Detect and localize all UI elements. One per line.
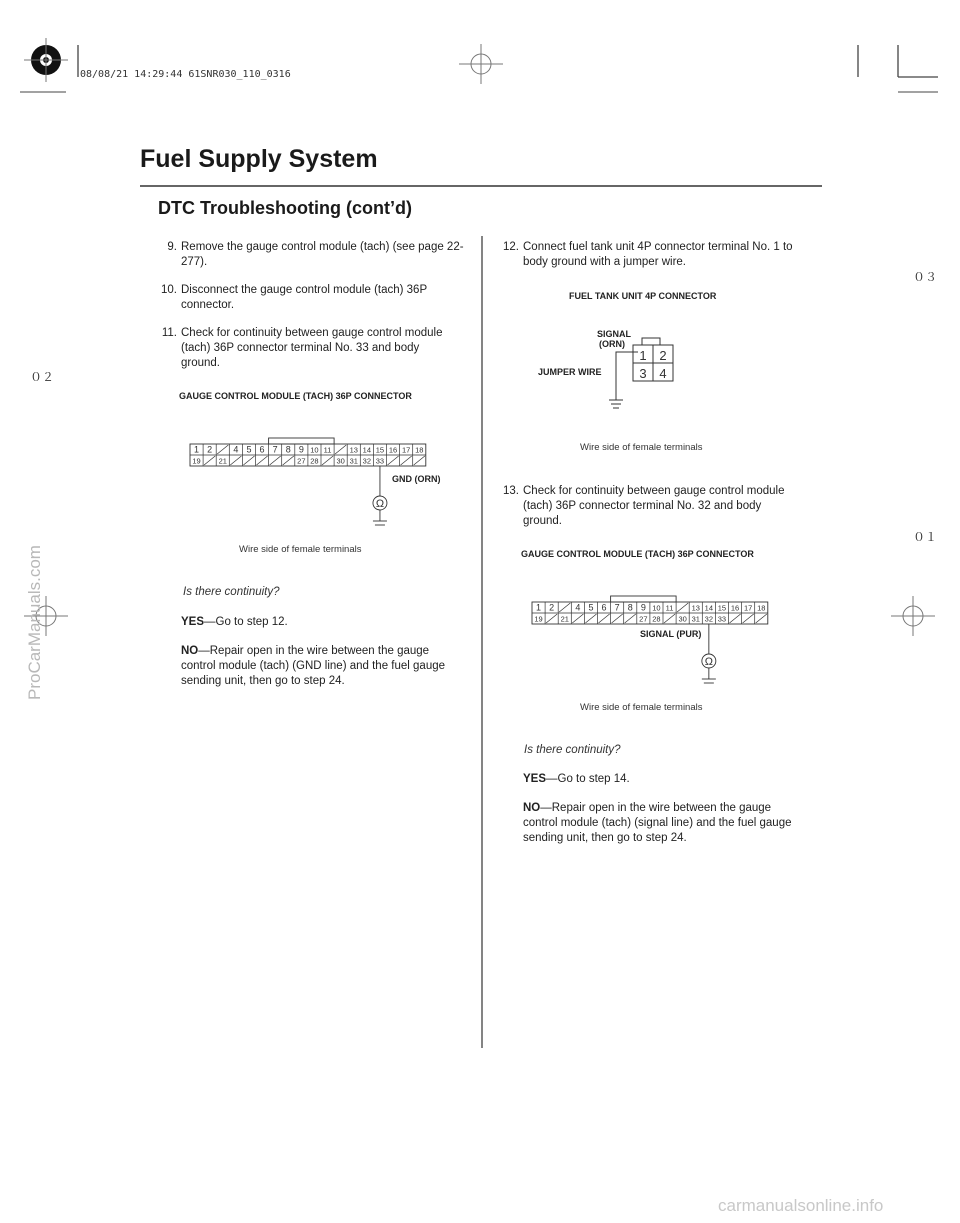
terminal-number: 4 — [233, 444, 239, 455]
unused-terminal-slash — [414, 456, 425, 465]
unused-terminal-slash — [546, 614, 557, 623]
terminal-number: 10 — [310, 445, 319, 455]
terminal-number: 10 — [652, 603, 661, 613]
terminal-number: 5 — [588, 602, 594, 613]
caption-left: Wire side of female terminals — [239, 544, 362, 555]
unused-terminal-slash — [585, 614, 596, 623]
terminal-number: 33 — [717, 614, 727, 624]
connector-36p-right — [530, 594, 780, 684]
signal-label-4p-line1: SIGNAL — [597, 329, 632, 339]
step-13: 13. Check for continuity between gauge control module (tach) 36P connector terminal No. 32 and body ground. — [503, 485, 785, 527]
jumper-wire-label: JUMPER WIRE — [538, 367, 602, 377]
unused-terminal-slash — [335, 445, 346, 454]
unused-terminal-slash — [612, 614, 623, 623]
terminal-number: 30 — [336, 456, 345, 466]
terminal-number: 27 — [297, 456, 306, 466]
unused-terminal-slash — [677, 603, 688, 612]
ohm-symbol: Ω — [704, 656, 713, 668]
terminal-number: 31 — [349, 456, 358, 466]
terminal-number: 2 — [207, 444, 213, 455]
terminal-number: 28 — [652, 614, 661, 624]
terminal-number: 11 — [323, 445, 332, 455]
footer-watermark: carmanualsonline.info — [718, 1196, 884, 1215]
terminal-number: 9 — [640, 602, 646, 613]
question-right: Is there continuity? — [524, 744, 621, 756]
terminal-number: 13 — [691, 603, 700, 613]
terminal-number: 1 — [194, 444, 200, 455]
terminal-number: 32 — [362, 456, 372, 466]
unused-terminal-slash — [322, 456, 333, 465]
terminal-number: 15 — [375, 445, 385, 455]
step-9: 9. Remove the gauge control module (tach) (see page 22-277). — [167, 241, 464, 268]
terminal-number: 16 — [388, 445, 398, 455]
step-11: 11. Check for continuity between gauge control module (tach) 36P connector terminal No. 33 and body ground. — [161, 327, 443, 369]
unused-terminal-slash — [664, 614, 675, 623]
step-10: 10. Disconnect the gauge control module (tach) 36P connector. — [161, 284, 427, 311]
unused-terminal-slash — [625, 614, 636, 623]
diagram-title-4p: FUEL TANK UNIT 4P CONNECTOR — [569, 291, 717, 301]
terminal-number: 8 — [627, 602, 633, 613]
terminal-number: 6 — [259, 444, 265, 455]
unused-terminal-slash — [270, 456, 281, 465]
unused-terminal-slash — [559, 603, 570, 612]
unused-terminal-slash — [599, 614, 610, 623]
terminal-4p-4: 4 — [659, 366, 667, 381]
connector-4p — [600, 330, 690, 425]
unused-terminal-slash — [283, 456, 294, 465]
terminal-number: 14 — [362, 445, 372, 455]
terminal-number: 19 — [534, 614, 543, 624]
page-code-right-bottom: ０１ — [913, 530, 938, 544]
terminal-number: 16 — [730, 603, 740, 613]
terminal-number: 8 — [285, 444, 291, 455]
terminal-number: 2 — [549, 602, 555, 613]
page-code-right-top: ０３ — [913, 270, 938, 284]
unused-terminal-slash — [243, 456, 254, 465]
terminal-number: 31 — [691, 614, 700, 624]
terminal-4p-1: 1 — [639, 348, 647, 363]
question-left: Is there continuity? — [183, 586, 280, 598]
probe-label-signal: SIGNAL (PUR) — [640, 629, 702, 639]
connector-lock-tab — [611, 596, 677, 602]
print-stamp: 08/08/21 14:29:44 61SNR030_110_0316 — [80, 69, 291, 80]
terminal-number: 28 — [310, 456, 319, 466]
unused-terminal-slash — [230, 456, 241, 465]
terminal-number: 14 — [704, 603, 714, 613]
terminal-number: 13 — [349, 445, 358, 455]
terminal-number: 30 — [678, 614, 687, 624]
answer-yes-left: YES—Go to step 12. — [181, 616, 288, 628]
terminal-number: 1 — [536, 602, 542, 613]
terminal-number: 7 — [272, 444, 278, 455]
ohm-symbol: Ω — [375, 498, 385, 510]
page-code-left: ０２ — [30, 370, 55, 384]
terminal-number: 17 — [401, 445, 411, 455]
terminal-number: 19 — [192, 456, 201, 466]
section-title: Fuel Supply System — [140, 145, 378, 173]
terminal-number: 18 — [415, 445, 424, 455]
terminal-number: 33 — [375, 456, 385, 466]
unused-terminal-slash — [743, 614, 754, 623]
diagram-title-left: GAUGE CONTROL MODULE (TACH) 36P CONNECTOR — [179, 391, 412, 401]
unused-terminal-slash — [257, 456, 268, 465]
terminal-number: 18 — [757, 603, 766, 613]
sub-title: DTC Troubleshooting (cont’d) — [158, 198, 412, 218]
unused-terminal-slash — [730, 614, 741, 623]
terminal-number: 32 — [704, 614, 714, 624]
unused-terminal-slash — [217, 445, 228, 454]
terminal-number: 4 — [575, 602, 581, 613]
terminal-number: 15 — [717, 603, 727, 613]
diagram-title-right: GAUGE CONTROL MODULE (TACH) 36P CONNECTOR — [521, 549, 754, 559]
answer-yes-right: YES—Go to step 14. — [523, 773, 630, 785]
terminal-number: 5 — [246, 444, 252, 455]
terminal-4p-3: 3 — [639, 366, 647, 381]
terminal-number: 21 — [218, 456, 227, 466]
terminal-number: 27 — [639, 614, 648, 624]
side-watermark: ProCarManuals.com — [25, 545, 44, 700]
terminal-number: 6 — [601, 602, 607, 613]
terminal-number: 9 — [298, 444, 304, 455]
answer-no-right: NO—Repair open in the wire between the gauge control module (tach) (signal line) and the fuel gauge sending unit, then go to step 24. — [523, 802, 792, 844]
terminal-number: 11 — [665, 603, 674, 613]
unused-terminal-slash — [204, 456, 215, 465]
terminal-number: 17 — [743, 603, 753, 613]
unused-terminal-slash — [756, 614, 767, 623]
probe-label-gnd: GND (ORN) — [392, 474, 441, 484]
terminal-number: 21 — [560, 614, 569, 624]
unused-terminal-slash — [572, 614, 583, 623]
signal-label-4p-line2: (ORN) — [599, 339, 625, 349]
caption-right: Wire side of female terminals — [580, 702, 703, 713]
connector-lock-tab — [269, 438, 335, 444]
unused-terminal-slash — [401, 456, 412, 465]
terminal-4p-2: 2 — [659, 348, 667, 363]
unused-terminal-slash — [388, 456, 399, 465]
terminal-number: 7 — [614, 602, 620, 613]
step-12: 12. Connect fuel tank unit 4P connector terminal No. 1 to body ground with a jumper wire. — [503, 241, 793, 268]
caption-4p: Wire side of female terminals — [580, 442, 703, 453]
answer-no-left: NO—Repair open in the wire between the gauge control module (tach) (GND line) and the fuel gauge sending unit, then go to step 24. — [181, 645, 446, 687]
